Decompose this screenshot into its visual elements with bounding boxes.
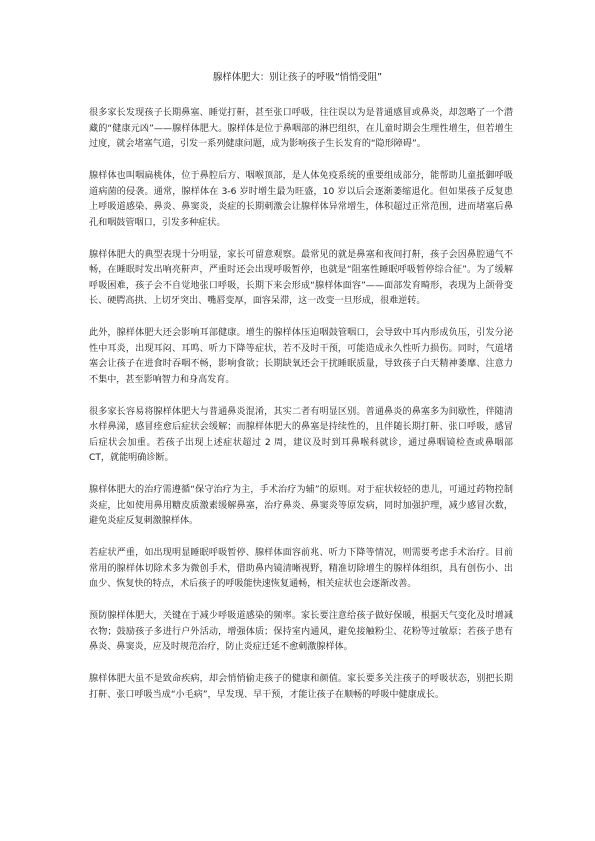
paragraph-prevention: 预防腺样体肥大，关键在于减少呼吸道感染的频率。家长要注意给孩子做好保暖，根据天气变化及时增减衣物；鼓励孩子多进行户外活动，增强体质；保持室内通风，避免接触粉尘、花粉等过敏原；若孩子患有鼻炎、鼻窦炎，应及时规范治疗，防止炎症迁延不愈刺激腺样体。 bbox=[89, 611, 513, 652]
paragraph-diagnosis: 很多家长容易将腺样体肥大与普通鼻炎混淆，其实二者有明显区别。普通鼻炎的鼻塞多为间歇性，伴随清水样鼻涕，感冒痊愈后症状会缓解；而腺样体肥大的鼻塞是持续性的，且伴随长期打鼾、张口呼吸，感冒后症状会加重。若孩子出现上述症状超过 2 周，建议及时到耳鼻喉科就诊，通过鼻咽镜检查或鼻咽部 CT，就能明确诊断。 bbox=[89, 406, 513, 463]
document-title: 腺样体肥大：别让孩子的呼吸“悄悄受阻” bbox=[212, 72, 383, 83]
document-body bbox=[89, 106, 513, 720]
paragraph-surgery: 若症状严重，如出现明显睡眠呼吸暂停、腺样体面容前兆、听力下降等情况，则需要考虑手术治疗。目前常用的腺样体切除术多为微创手术，借助鼻内镜清晰视野，精准切除增生的腺样体组织，具有创伤小、出血少、恢复快的特点，术后孩子的呼吸能快速恢复通畅，相关症状也会逐渐改善。 bbox=[89, 548, 513, 589]
paragraph-symptoms: 腺样体肥大的典型表现十分明显，家长可留意观察。最常见的就是鼻塞和夜间打鼾，孩子会因鼻腔通气不畅，在睡眠时发出响亮鼾声，严重时还会出现呼吸暂停，也就是“阻塞性睡眠呼吸暂停综合征”。为了缓解呼吸困难，孩子会不自觉地张口呼吸，长期下来会形成“腺样体面容”——面部发育畸形，表现为上颌骨变长、硬腭高拱、上切牙突出、嘴唇变厚，面容呆滞，这一改变一旦形成，很难逆转。 bbox=[89, 249, 513, 306]
paragraph-conservative-treatment: 腺样体肥大的治疗需遵循“保守治疗为主，手术治疗为辅”的原则。对于症状较轻的患儿，可通过药物控制炎症，比如使用鼻用糖皮质激素缓解鼻塞，治疗鼻炎、鼻窦炎等原发病，同时加强护理，减少感冒次数，避免炎症反复刺激腺样体。 bbox=[89, 485, 513, 526]
paragraph-conclusion: 腺样体肥大虽不是致命疾病，却会悄悄偷走孩子的健康和颜值。家长要多关注孩子的呼吸状态，别把长期打鼾、张口呼吸当成“小毛病”，早发现、早干预，才能让孩子在顺畅的呼吸中健康成长。 bbox=[89, 674, 513, 700]
paragraph-definition: 腺样体也叫咽扁桃体，位于鼻腔后方、咽喉顶部，是人体免疫系统的重要组成部分，能帮助儿童抵御呼吸道病菌的侵袭。通常，腺样体在 3-6 岁时增生最为旺盛，10 岁以后会逐渐萎缩退化。但如果孩子反复患上呼吸道感染、鼻炎、鼻窦炎，炎症的长期刺激会让腺样体异常增生，体积超过正常范围，进而堵塞后鼻孔和咽鼓管咽口，引发多种症状。 bbox=[89, 171, 513, 228]
paragraph-ear-effects: 此外，腺样体肥大还会影响耳部健康。增生的腺样体压迫咽鼓管咽口，会导致中耳内形成负压，引发分泌性中耳炎，出现耳闷、耳鸣、听力下降等症状，若不及时干预，可能造成永久性听力损伤。同时，气道堵塞会让孩子在进食时吞咽不畅，影响食欲；长期缺氧还会干扰睡眠质量，导致孩子白天精神萎靡、注意力不集中，甚至影响智力和身高发育。 bbox=[89, 328, 513, 385]
paragraph-intro: 很多家长发现孩子长期鼻塞、睡觉打鼾，甚至张口呼吸，往往误以为是普通感冒或鼻炎，却忽略了一个潜藏的“健康元凶”——腺样体肥大。腺样体是位于鼻咽部的淋巴组织，在儿童时期会生理性增生，但若增生过度，就会堵塞气道，引发一系列健康问题，成为影响孩子生长发育的“隐形障碍”。 bbox=[89, 108, 513, 149]
